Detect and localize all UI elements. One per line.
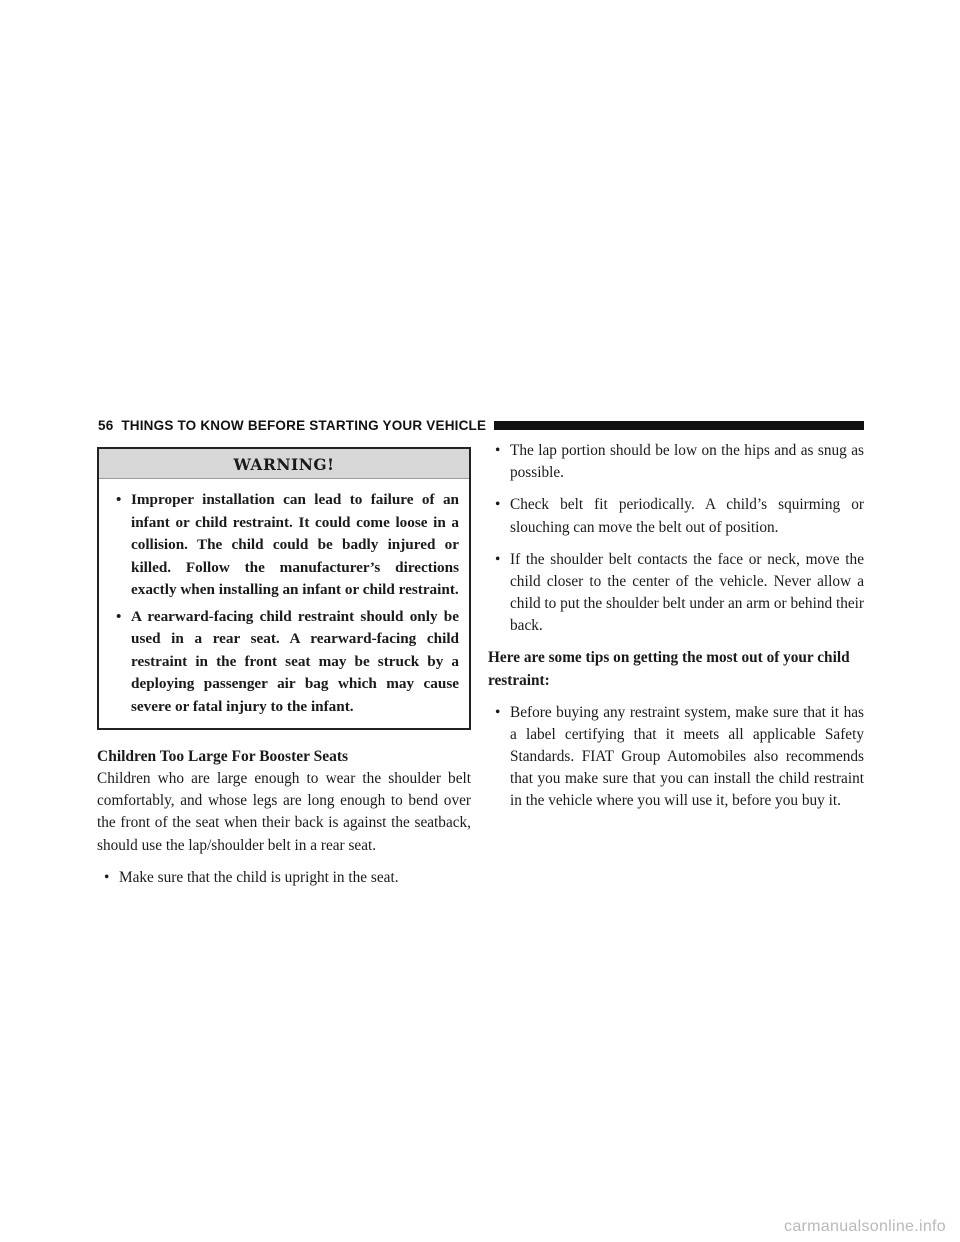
- bullet-icon: •: [495, 550, 501, 568]
- header-text: [98, 418, 494, 433]
- section-title: THINGS TO KNOW BEFORE STARTING YOUR VEHICLE: [121, 417, 487, 433]
- list-item: [488, 702, 864, 813]
- bullet-icon: •: [116, 491, 122, 508]
- list-item-text: Make sure that the child is upright in the seat.: [119, 868, 399, 886]
- warning-body: [99, 479, 469, 728]
- list-item: [488, 440, 864, 484]
- list-item-text: Before buying any restraint system, make sure that it has a label certifying that it meets all applicable Safety Standards. FIAT Group Automobiles also recommends that you make sure that you can install the child restraint in the vehicle where you will use it, before you buy it.: [510, 703, 864, 810]
- warning-item-text: A rearward-facing child restraint should only be used in a rear seat. A rearward-facing child restraint in the front seat may be struck by a deploying passenger air bag which may cause severe or fatal injury to the infant.: [131, 607, 459, 715]
- list-item-text: If the shoulder belt contacts the face or neck, move the child closer to the center of the vehicle. Never allow a child to put the shoulder belt under an arm or behind their back.: [510, 550, 864, 635]
- body-paragraph: Children who are large enough to wear the shoulder belt comfortably, and whose legs are long enough to bend over the front of the seat when their back is against the seatback, should use the lap/shoulder belt in a rear seat.: [97, 770, 471, 854]
- list-item: [488, 494, 864, 538]
- watermark: carmanualsonline.info: [784, 1218, 946, 1235]
- page-number: 56: [98, 417, 114, 433]
- right-column: [488, 440, 864, 813]
- header-rule: [494, 421, 864, 430]
- tips-heading: Here are some tips on getting the most out of your child restraint:: [488, 648, 850, 689]
- left-column: [97, 447, 471, 889]
- warning-title: WARNING!: [99, 449, 469, 479]
- warning-item-text: Improper installation can lead to failure of an infant or child restraint. It could come loose in a collision. The child could be badly injured or killed. Follow the manufacturer’s directions exactly when installing an infant or child restraint.: [131, 491, 459, 598]
- list-item: [97, 867, 471, 889]
- bullet-icon: •: [495, 442, 501, 459]
- section-heading: Children Too Large For Booster Seats: [97, 748, 349, 765]
- bullet-icon: •: [495, 496, 501, 514]
- list-item: [488, 549, 864, 638]
- list-item-text: Check belt fit periodically. A child’s squirming or slouching can move the belt out of position.: [510, 496, 864, 536]
- page-header: [98, 413, 864, 437]
- warning-box: [97, 447, 471, 730]
- warning-item: [109, 606, 459, 719]
- bullet-icon: •: [116, 607, 122, 625]
- warning-item: [109, 489, 459, 602]
- list-item-text: The lap portion should be low on the hips and as snug as possible.: [510, 442, 864, 482]
- bullet-icon: •: [495, 703, 501, 721]
- bullet-icon: •: [104, 868, 110, 886]
